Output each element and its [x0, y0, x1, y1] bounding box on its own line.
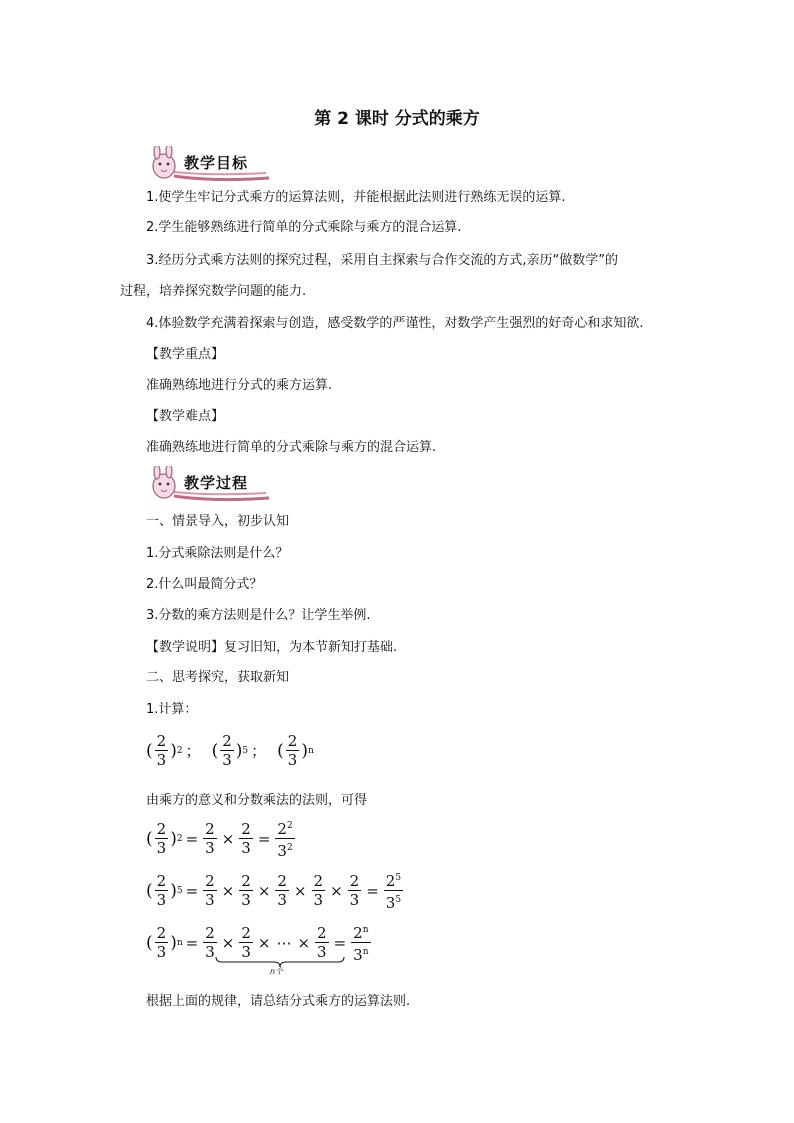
- equation-square: ( $\frac{2}{3}$ ) 2 = $\frac{2}{3}$ × $\frac{2}{3}$ = $\frac{2^2}{3^2}$: [146, 820, 293, 860]
- page-title: 第 2 课时 分式的乘方: [314, 109, 480, 129]
- key-point-heading: 【教学重点】: [146, 347, 225, 362]
- goal-4: 4.体验数学充满着探索与创造，感受数学的严谨性，对数学产生强烈的好奇心和求知欲.: [146, 316, 644, 331]
- equation-nth-power: ( $\frac{2}{3}$ ) n = $\frac{2}{3}$ × $\frac{2}{3}$ × ⋯ × $\frac{2}{3}$ = $\frac{2^n}{3^n}$: [146, 924, 369, 964]
- underbrace-label: n个: [270, 967, 284, 976]
- goal-2: 2.学生能够熟练进行简单的分式乘除与乘方的混合运算.: [146, 220, 462, 235]
- difficulty-heading: 【教学难点】: [146, 409, 225, 424]
- badge-label: 教学过程: [184, 474, 249, 492]
- fraction: $\frac{2}{3}$: [156, 732, 167, 769]
- key-point-text: 准确熟练地进行分式的乘方运算.: [146, 378, 333, 393]
- question-3: 3.分数的乘方法则是什么？让学生举例.: [146, 608, 371, 623]
- difficulty-text: 准确熟练地进行简单的分式乘除与乘方的混合运算.: [146, 440, 437, 455]
- fraction: $\frac{2}{3}$: [287, 732, 298, 769]
- teaching-note: 【教学说明】复习旧知，为本节新知打基础.: [146, 640, 398, 655]
- question-2: 2.什么叫最简分式？: [146, 577, 263, 592]
- goal-1: 1.使学生牢记分式乘方的运算法则，并能根据此法则进行熟练无误的运算.: [146, 190, 566, 205]
- question-1: 1.分式乘除法则是什么？: [146, 546, 289, 561]
- section-badge-goals: [144, 146, 272, 184]
- summary-prompt: 根据上面的规律，请总结分式乘方的运算法则.: [146, 994, 411, 1009]
- badge-label: 教学目标: [184, 154, 249, 172]
- fraction: $\frac{2}{3}$: [222, 732, 232, 769]
- section-1-heading: 一、情景导入，初步认知: [146, 514, 290, 529]
- goal-3-continued: 过程，培养探究数学问题的能力.: [120, 284, 307, 299]
- calc-label: 1.计算：: [146, 702, 198, 717]
- section-2-heading: 二、思考探究，获取新知: [146, 670, 290, 685]
- goal-3: 3.经历分式乘方法则的探究过程，采用自主探索与合作交流的方式,亲历“做数学”的: [146, 253, 619, 268]
- derivation-intro: 由乘方的意义和分数乘法的法则，可得: [146, 793, 368, 808]
- calc-expressions: ( $\frac{2}{3}$ ) 2 ； ( $\frac{2}{3}$ ) 5 ； ( $\frac{2}{3}$ ) n: [146, 732, 314, 769]
- equation-fifth-power: ( $\frac{2}{3}$ ) 5 = $\frac{2}{3}$ × $\frac{2}{3}$ × $\frac{2}{3}$ × $\frac{2}{3}$ × $\frac{2}{3}$ = $\frac{2^5}{3^5}$: [146, 872, 402, 912]
- section-badge-process: [144, 466, 272, 504]
